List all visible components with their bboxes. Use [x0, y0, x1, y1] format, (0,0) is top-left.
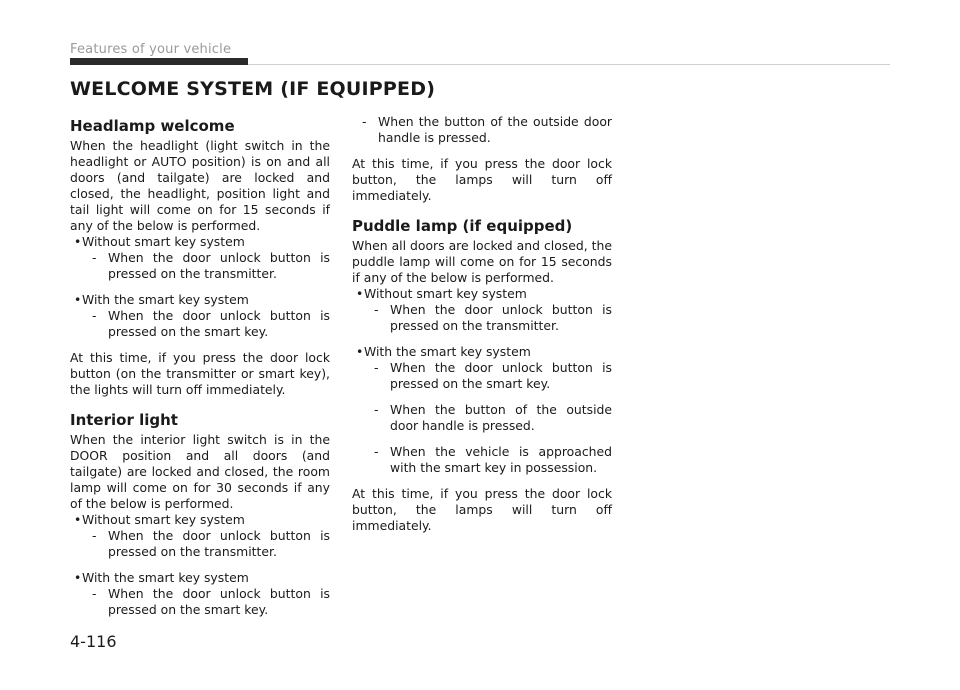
- dash-list: [82, 308, 330, 340]
- section-heading: Puddle lamp (if equipped): [352, 217, 573, 235]
- dash-item: - When the door unlock button is pressed on the transmitter.: [88, 528, 330, 560]
- header-section-label: Features of your vehicle: [70, 42, 232, 57]
- bullet-item: [352, 286, 612, 334]
- section-heading: Interior light: [70, 411, 178, 429]
- section-outro: At this time, if you press the door lock button, the lamps will turn off immediately.: [352, 156, 612, 203]
- dash-list: [364, 360, 612, 476]
- bullet-item: [70, 292, 330, 340]
- dash-list-continued: [352, 114, 612, 146]
- section-headlamp-welcome: [70, 116, 330, 398]
- bullet-item: [70, 512, 330, 560]
- bullet-label: With the smart key system: [82, 292, 249, 307]
- bullet-item: [352, 344, 612, 476]
- section-intro: When the interior light switch is in the DOOR position and all doors (and tailgate) are locked and closed, the room lamp will come on for 30 seconds if any of the below is performed.: [70, 432, 330, 511]
- dash-item: - When the button of the outside door handle is pressed.: [370, 402, 612, 434]
- section-interior-light: [70, 410, 330, 618]
- dash-item: - When the button of the outside door handle is pressed.: [358, 114, 612, 146]
- dash-item: - When the door unlock button is pressed on the smart key.: [370, 360, 612, 392]
- dash-list: [82, 528, 330, 560]
- section-intro: When the headlight (light switch in the headlight or AUTO position) is on and all doors (and tailgate) are locked and closed, the headlight, position light and tail light will come on for 15 seconds if any of the below is performed.: [70, 138, 330, 233]
- bullet-list: [70, 234, 330, 340]
- section-puddle-lamp: [352, 216, 612, 534]
- dash-item: - When the door unlock button is pressed on the transmitter.: [88, 250, 330, 282]
- dash-item: - When the door unlock button is pressed on the smart key.: [88, 586, 330, 618]
- dash-list: [82, 250, 330, 282]
- bullet-item: [70, 234, 330, 282]
- bullet-list: [70, 512, 330, 618]
- bullet-label: Without smart key system: [364, 286, 527, 301]
- header-bar: [70, 58, 248, 65]
- dash-item: - When the door unlock button is pressed on the smart key.: [88, 308, 330, 340]
- section-heading: Headlamp welcome: [70, 117, 235, 135]
- bullet-item: [70, 570, 330, 618]
- bullet-list: [352, 286, 612, 476]
- header-rule: [248, 64, 890, 65]
- dash-list: [82, 586, 330, 618]
- section-outro: At this time, if you press the door lock button (on the transmitter or smart key), the lights will turn off immediately.: [70, 350, 330, 397]
- bullet-label: With the smart key system: [364, 344, 531, 359]
- dash-list: [364, 302, 612, 334]
- section-outro: At this time, if you press the door lock button, the lamps will turn off immediately.: [352, 486, 612, 533]
- bullet-label: With the smart key system: [82, 570, 249, 585]
- right-column: [352, 114, 612, 534]
- section-intro: When all doors are locked and closed, the puddle lamp will come on for 15 seconds if any of the below is performed.: [352, 238, 612, 285]
- dash-item: - When the door unlock button is pressed on the transmitter.: [370, 302, 612, 334]
- dash-item: - When the vehicle is approached with the smart key in possession.: [370, 444, 612, 476]
- left-column: [70, 116, 330, 628]
- page-number: 4-116: [70, 632, 117, 651]
- bullet-label: Without smart key system: [82, 512, 245, 527]
- bullet-label: Without smart key system: [82, 234, 245, 249]
- page-title: WELCOME SYSTEM (IF EQUIPPED): [70, 78, 436, 100]
